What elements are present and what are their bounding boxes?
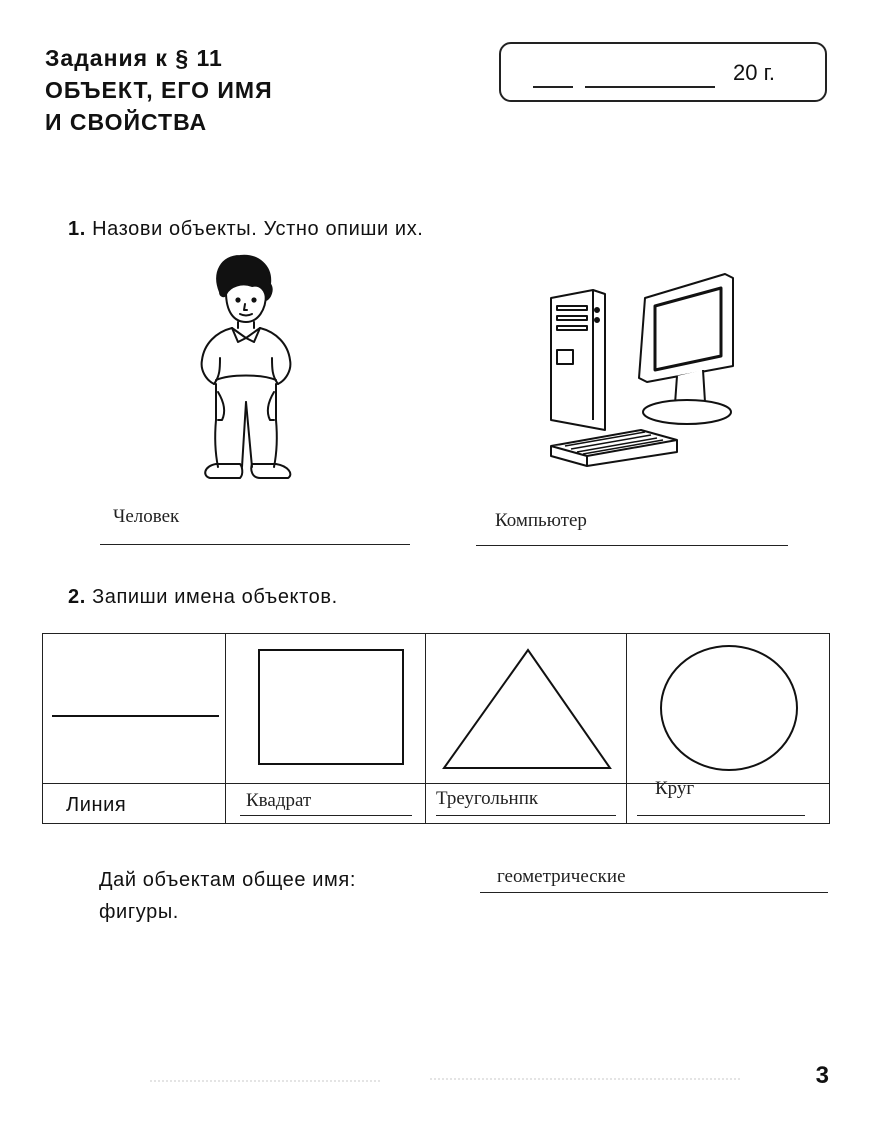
faint-mark: [430, 1078, 740, 1080]
triangle-shape: [426, 634, 627, 778]
shape-cell-circle: [627, 634, 830, 784]
heading-line-2: ОБЪЕКТ, ЕГО ИМЯ: [45, 77, 273, 103]
line-shape: [43, 634, 226, 778]
square-shape: [226, 634, 426, 778]
boy-illustration: [190, 252, 305, 482]
task-2-number: 2.: [68, 586, 86, 608]
label-cell-square: [226, 784, 426, 824]
label-line: Линия: [66, 794, 127, 816]
date-day-line: [533, 86, 573, 88]
answer-computer: Компьютер: [495, 510, 587, 531]
shape-cell-line: [43, 634, 226, 784]
label-line-square: [240, 815, 412, 816]
label-square: Квадрат: [246, 790, 312, 811]
label-circle: Круг: [655, 778, 695, 799]
task-1-text: Назови объекты. Устно опиши их.: [92, 218, 424, 240]
label-cell-circle: [627, 778, 830, 824]
date-year-label: 20 г.: [733, 60, 776, 85]
label-line-circle: [637, 815, 805, 816]
shape-cell-square: [226, 634, 426, 784]
faint-mark: [150, 1080, 380, 1082]
task-1-prompt: [68, 218, 423, 241]
task-2-prompt: [68, 586, 338, 609]
circle-shape: [627, 634, 830, 778]
section-heading: [45, 42, 273, 138]
shapes-table: [42, 633, 830, 824]
date-box: [499, 42, 827, 102]
task-3-answer: геометрические: [497, 866, 626, 887]
answer-line-person: [100, 544, 410, 545]
computer-illustration: [545, 270, 740, 470]
answer-person: Человек: [113, 506, 180, 527]
shape-cell-triangle: [426, 634, 627, 784]
page-number: 3: [815, 1062, 829, 1089]
task-3-prompt-part-1: Дай объектам общее имя:: [99, 869, 356, 891]
task-1-number: 1.: [68, 218, 86, 240]
heading-line-3: И СВОЙСТВА: [45, 109, 208, 135]
label-cell-triangle: [426, 784, 627, 824]
label-cell-line: [43, 784, 226, 824]
label-triangle: Треугольнпк: [436, 788, 539, 809]
task-3-prompt-part-2: фигуры.: [99, 901, 179, 923]
task-3-answer-line: [480, 892, 828, 893]
heading-line-1: Задания к § 11: [45, 45, 223, 71]
task-2-text: Запиши имена объектов.: [92, 586, 338, 608]
label-line-triangle: [436, 815, 616, 816]
answer-line-computer: [476, 545, 788, 546]
date-month-line: [585, 86, 715, 88]
